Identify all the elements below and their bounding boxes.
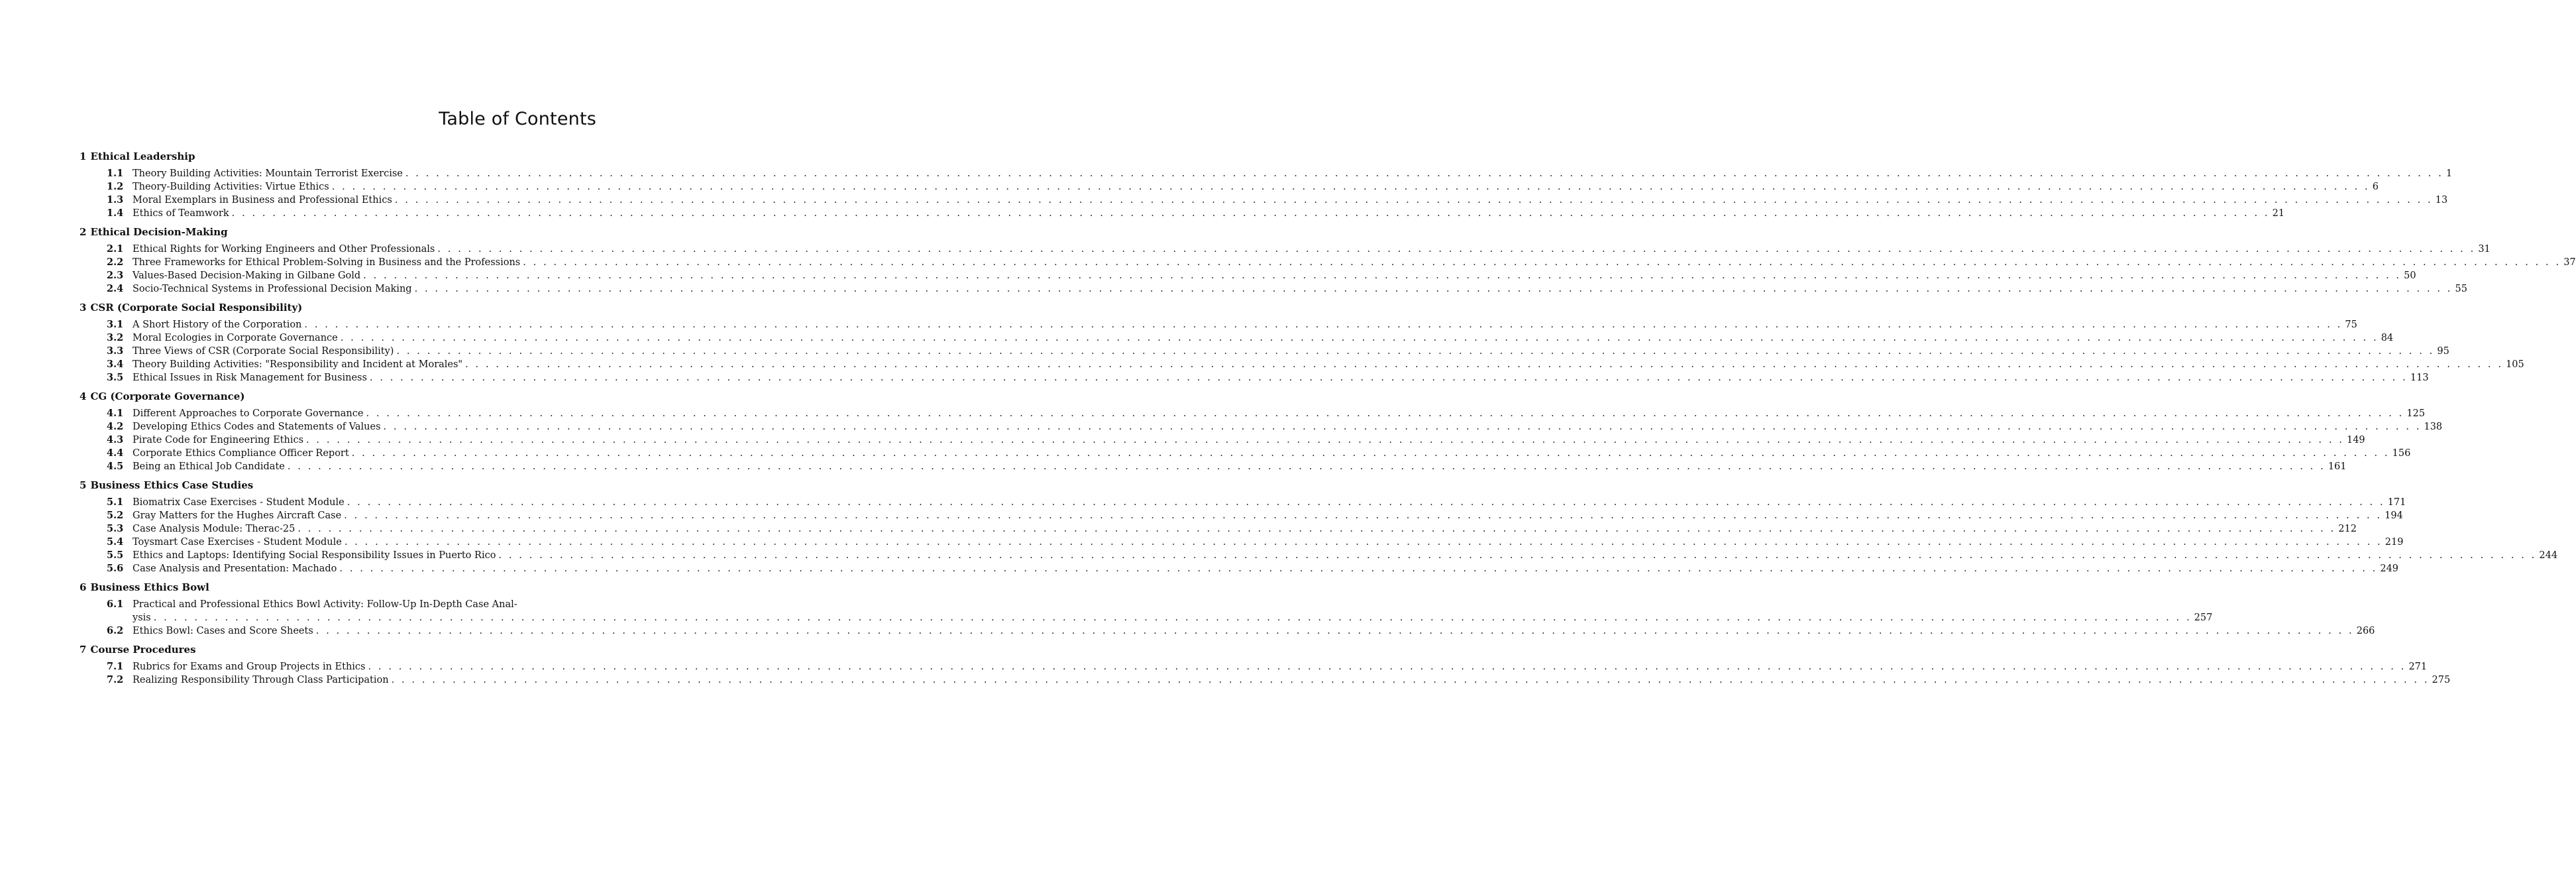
toc-entry[interactable]	[107, 434, 2365, 447]
dot-leader: . . . . . . . . . . . . . . . . . . . . . . . . . . . . . . . . . . . . . . . . . . . . . . . . . . . . . . . . . . . . . . . . . . . . . . . . . . . . . . . . . . . . . . . . . . . . . . . . . . . . . . . . . . . . . . . . . . . . . . . . . . . . . . . . . . . . . . . . . . . . . . . . . . . . . . . . . . . . . . . . . . . . . . . . . . . . . . . . . . . . . . . . . . . . . . . . . . . . . . . .	[306, 435, 2344, 445]
chapter-title: Ethical Decision-Making	[90, 226, 228, 238]
page-number: 1	[2445, 168, 2453, 179]
page-number: 113	[2410, 373, 2429, 383]
page-number: 105	[2506, 359, 2524, 370]
section-number: 4.2	[107, 421, 124, 432]
section-list	[80, 656, 2451, 692]
dot-leader: . . . . . . . . . . . . . . . . . . . . . . . . . . . . . . . . . . . . . . . . . . . . . . . . . . . . . . . . . . . . . . . . . . . . . . . . . . . . . . . . . . . . . . . . . . . . . . . . . . . . . . . . . . . . . . . . . . . . . . . . . . . . . . . . . . . . . . . . . . . . . . . . . . . . . . . . . . . . . . . . . . . . . . . . . . . . . . . . . . . . . . . . . . . . . . . . . . . . . . . .	[339, 563, 2378, 574]
section-title: Moral Ecologies in Corporate Governance	[133, 333, 338, 343]
page-number: 249	[2380, 563, 2399, 574]
toc-entry[interactable]	[107, 509, 2403, 522]
toc-entry[interactable]	[107, 331, 2394, 345]
section-number: 3.1	[107, 319, 124, 330]
toc-entry[interactable]	[107, 624, 2375, 638]
chapter-title: CG (Corporate Governance)	[90, 390, 245, 402]
section-number: 1.4	[107, 207, 124, 219]
dot-leader: . . . . . . . . . . . . . . . . . . . . . . . . . . . . . . . . . . . . . . . . . . . . . . . . . . . . . . . . . . . . . . . . . . . . . . . . . . . . . . . . . . . . . . . . . . . . . . . . . . . . . . . . . . . . . . . . . . . . . . . . . . . . . . . . . . . . . . . . . . . . . . . . . . . . . . . . . . . . . . . . . . . . . . . . . . . . . . . . . . . . . . . . . . . . . . . . . . . . . . . .	[331, 182, 2370, 192]
chapter-heading[interactable]	[80, 390, 596, 403]
toc-chapter	[80, 301, 2524, 390]
chapter-title: CSR (Corporate Social Responsibility)	[90, 302, 303, 314]
section-title: Theory Building Activities: "Responsibility and Incident at Morales"	[133, 359, 463, 370]
toc-entry[interactable]	[107, 180, 2379, 194]
page-title: Table of Contents	[439, 109, 596, 129]
section-title: A Short History of the Corporation	[133, 320, 302, 330]
toc-entry[interactable]	[107, 660, 2428, 673]
toc-entry[interactable]	[107, 269, 2416, 282]
page-number: 275	[2432, 675, 2451, 685]
page-number: 161	[2328, 461, 2347, 472]
chapter-number: 4	[80, 390, 87, 402]
section-number: 5.1	[107, 496, 124, 508]
dot-leader: . . . . . . . . . . . . . . . . . . . . . . . . . . . . . . . . . . . . . . . . . . . . . . . . . . . . . . . . . . . . . . . . . . . . . . . . . . . . . . . . . . . . . . . . . . . . . . . . . . . . . . . . . . . . . . . . . . . . . . . . . . . . . . . . . . . . . . . . . . . . . . . . . . . . . . . . . . . . . . . . . . . . . . . . . . . . . . . . . . . . . . . . . . . . . . . . . . . . . . . .	[383, 422, 2422, 432]
toc-entry[interactable]	[107, 536, 2404, 549]
section-title: Ethics Bowl: Cases and Score Sheets	[133, 626, 313, 636]
section-title: Three Frameworks for Ethical Problem-Solving in Business and the Professions	[133, 257, 521, 268]
dot-leader: . . . . . . . . . . . . . . . . . . . . . . . . . . . . . . . . . . . . . . . . . . . . . . . . . . . . . . . . . . . . . . . . . . . . . . . . . . . . . . . . . . . . . . . . . . . . . . . . . . . . . . . . . . . . . . . . . . . . . . . . . . . . . . . . . . . . . . . . . . . . . . . . . . . . . . . . . . . . . . . . . . . . . . . . . . . . . . . . . . . . . . . . . . . . . . . . . . . . . . . .	[231, 208, 2270, 219]
dot-leader: . . . . . . . . . . . . . . . . . . . . . . . . . . . . . . . . . . . . . . . . . . . . . . . . . . . . . . . . . . . . . . . . . . . . . . . . . . . . . . . . . . . . . . . . . . . . . . . . . . . . . . . . . . . . . . . . . . . . . . . . . . . . . . . . . . . . . . . . . . . . . . . . . . . . . . . . . . . . . . . . . . . . . . . . . . . . . . . . . . . . . . . . . . . . . . . . . . . . . . . .	[498, 550, 2537, 561]
chapter-title: Business Ethics Bowl	[90, 581, 209, 593]
section-title: Pirate Code for Engineering Ethics	[133, 435, 304, 445]
page-number: 149	[2346, 435, 2365, 445]
chapter-title: Course Procedures	[90, 644, 196, 656]
section-number: 1.3	[107, 194, 124, 205]
toc-entry[interactable]	[107, 460, 2347, 473]
section-title: Biomatrix Case Exercises - Student Module	[133, 497, 345, 508]
section-number: 1.2	[107, 181, 124, 192]
section-title: Three Views of CSR (Corporate Social Responsibility)	[133, 346, 394, 357]
page-number: 84	[2381, 333, 2394, 343]
chapter-number: 5	[80, 479, 87, 491]
toc-entry[interactable]	[107, 673, 2451, 687]
page-number: 266	[2356, 626, 2375, 636]
dot-leader: . . . . . . . . . . . . . . . . . . . . . . . . . . . . . . . . . . . . . . . . . . . . . . . . . . . . . . . . . . . . . . . . . . . . . . . . . . . . . . . . . . . . . . . . . . . . . . . . . . . . . . . . . . . . . . . . . . . . . . . . . . . . . . . . . . . . . . . . . . . . . . . . . . . . . . . . . . . . . . . . . . . . . . . . . . . . . . . . . . . . . . . . . . . . . . . . . . . . . . . .	[363, 270, 2402, 281]
toc-entry[interactable]	[107, 598, 2213, 624]
dot-leader: . . . . . . . . . . . . . . . . . . . . . . . . . . . . . . . . . . . . . . . . . . . . . . . . . . . . . . . . . . . . . . . . . . . . . . . . . . . . . . . . . . . . . . . . . . . . . . . . . . . . . . . . . . . . . . . . . . . . . . . . . . . . . . . . . . . . . . . . . . . . . . . . . . . . . . . . . . . . . . . . . . . . . . . . . . . . . . . . . . . . . . . . . . . . . . . . . . . . . . . .	[405, 168, 2443, 179]
toc-entry[interactable]	[107, 358, 2524, 371]
dot-leader: . . . . . . . . . . . . . . . . . . . . . . . . . . . . . . . . . . . . . . . . . . . . . . . . . . . . . . . . . . . . . . . . . . . . . . . . . . . . . . . . . . . . . . . . . . . . . . . . . . . . . . . . . . . . . . . . . . . . . . . . . . . . . . . . . . . . . . . . . . . . . . . . . . . . . . . . . . . . . . . . . . . . . . . . . . . . . . . . . . . . . . . . . . . . . . . . . . . . . . . .	[287, 461, 2326, 472]
page-number: 21	[2272, 208, 2285, 219]
section-title: Being an Ethical Job Candidate	[133, 461, 285, 472]
toc-entry[interactable]	[107, 447, 2411, 460]
chapter-title: Business Ethics Case Studies	[90, 479, 254, 491]
section-number: 4.1	[107, 408, 124, 419]
dot-leader: . . . . . . . . . . . . . . . . . . . . . . . . . . . . . . . . . . . . . . . . . . . . . . . . . . . . . . . . . . . . . . . . . . . . . . . . . . . . . . . . . . . . . . . . . . . . . . . . . . . . . . . . . . . . . . . . . . . . . . . . . . . . . . . . . . . . . . . . . . . . . . . . . . . . . . . . . . . . . . . . . . . . . . . . . . . . . . . . . . . . . . . . . . . . . . . . . . . . . . . .	[366, 408, 2404, 419]
chapter-heading[interactable]	[80, 150, 596, 163]
section-number: 5.5	[107, 550, 124, 561]
page-number: 219	[2385, 537, 2404, 548]
chapter-number: 7	[80, 644, 87, 656]
toc-entry[interactable]	[107, 167, 2453, 180]
section-title: Ethical Rights for Working Engineers and Other Professionals	[133, 244, 435, 255]
page-number: 6	[2372, 182, 2379, 192]
page-number: 194	[2385, 510, 2403, 521]
section-number: 3.2	[107, 332, 124, 343]
section-number: 5.6	[107, 563, 124, 574]
toc-entry[interactable]	[107, 243, 2491, 256]
section-title: Toysmart Case Exercises - Student Module	[133, 537, 342, 548]
toc-entry[interactable]	[107, 256, 2576, 269]
toc-entry[interactable]	[107, 562, 2399, 575]
table-of-contents	[80, 150, 2576, 692]
section-list	[80, 594, 2375, 643]
page-number: 13	[2435, 195, 2448, 205]
section-number: 3.5	[107, 372, 124, 383]
section-number: 3.3	[107, 345, 124, 357]
section-title: Rubrics for Exams and Group Projects in Ethics	[133, 662, 366, 672]
section-number: 5.4	[107, 536, 124, 548]
section-number: 5.2	[107, 510, 124, 521]
page-number: 257	[2194, 612, 2213, 623]
toc-entry[interactable]	[107, 318, 2357, 331]
toc-entry[interactable]	[107, 407, 2426, 420]
section-list	[80, 403, 2443, 479]
page-number: 171	[2387, 497, 2406, 508]
dot-leader: . . . . . . . . . . . . . . . . . . . . . . . . . . . . . . . . . . . . . . . . . . . . . . . . . . . . . . . . . . . . . . . . . . . . . . . . . . . . . . . . . . . . . . . . . . . . . . . . . . . . . . . . . . . . . . . . . . . . . . . . . . . . . . . . . . . . . . . . . . . . . . . . . . . . . . . . . . . . . . . . . . . . . . . . . . . . . . . . . . . . . . . . . . . . . . . . . . . . . . . .	[297, 524, 2336, 534]
page-number: 55	[2455, 284, 2467, 294]
section-title: Realizing Responsibility Through Class Participation	[133, 675, 389, 685]
section-list	[80, 492, 2558, 581]
dot-leader: . . . . . . . . . . . . . . . . . . . . . . . . . . . . . . . . . . . . . . . . . . . . . . . . . . . . . . . . . . . . . . . . . . . . . . . . . . . . . . . . . . . . . . . . . . . . . . . . . . . . . . . . . . . . . . . . . . . . . . . . . . . . . . . . . . . . . . . . . . . . . . . . . . . . . . . . . . . . . . . . . . . . . . . . . . . . . . . . . . . . . . . . . . . . . . . . . . . . . . . .	[344, 537, 2383, 548]
section-number: 7.2	[107, 674, 124, 685]
page-number: 31	[2478, 244, 2491, 255]
page-number: 156	[2392, 448, 2411, 459]
toc-entry[interactable]	[107, 549, 2558, 562]
toc-entry[interactable]	[107, 282, 2467, 296]
chapter-heading[interactable]	[80, 479, 596, 492]
dot-leader: . . . . . . . . . . . . . . . . . . . . . . . . . . . . . . . . . . . . . . . . . . . . . . . . . . . . . . . . . . . . . . . . . . . . . . . . . . . . . . . . . . . . . . . . . . . . . . . . . . . . . . . . . . . . . . . . . . . . . . . . . . . . . . . . . . . . . . . . . . . . . . . . . . . . . . . . . . . . . . . . . . . . . . . . . . . . . . . . . . . . . . . . . . . . . . . . . . . . . . . .	[315, 626, 2354, 636]
dot-leader: . . . . . . . . . . . . . . . . . . . . . . . . . . . . . . . . . . . . . . . . . . . . . . . . . . . . . . . . . . . . . . . . . . . . . . . . . . . . . . . . . . . . . . . . . . . . . . . . . . . . . . . . . . . . . . . . . . . . . . . . . . . . . . . . . . . . . . . . . . . . . . . . . . . . . . . . . . . . . . . . . . . . . . . . . . . . . . . . . . . . . . . . . . . . . . . . . . . . . . . .	[344, 510, 2383, 521]
section-number: 5.3	[107, 523, 124, 534]
toc-chapter	[80, 390, 2443, 479]
chapter-number: 6	[80, 581, 87, 593]
chapter-number: 2	[80, 226, 87, 238]
dot-leader: . . . . . . . . . . . . . . . . . . . . . . . . . . . . . . . . . . . . . . . . . . . . . . . . . . . . . . . . . . . . . . . . . . . . . . . . . . . . . . . . . . . . . . . . . . . . . . . . . . . . . . . . . . . . . . . . . . . . . . . . . . . . . . . . . . . . . . . . . . . . . . . . . . . . . . . . . . . . . . . . . . . . . . . . . . . . . . . . . . . . . . . . . . . . . . . . . . . . . . . .	[394, 195, 2433, 205]
section-number: 4.3	[107, 434, 124, 445]
section-title: Ethics of Teamwork	[133, 208, 229, 219]
section-title: Case Analysis Module: Therac-25	[133, 524, 295, 534]
chapter-heading[interactable]	[80, 225, 596, 239]
section-number: 2.2	[107, 257, 124, 268]
section-title-continuation: ysis	[133, 612, 151, 623]
toc-chapter	[80, 581, 2375, 643]
dot-leader: . . . . . . . . . . . . . . . . . . . . . . . . . . . . . . . . . . . . . . . . . . . . . . . . . . . . . . . . . . . . . . . . . . . . . . . . . . . . . . . . . . . . . . . . . . . . . . . . . . . . . . . . . . . . . . . . . . . . . . . . . . . . . . . . . . . . . . . . . . . . . . . . . . . . . . . . . . . . . . . . . . . . . . . . . . . . . . . . . . . . . . . . . . . . . . . . . . . . . . . .	[304, 320, 2343, 330]
dot-leader: . . . . . . . . . . . . . . . . . . . . . . . . . . . . . . . . . . . . . . . . . . . . . . . . . . . . . . . . . . . . . . . . . . . . . . . . . . . . . . . . . . . . . . . . . . . . . . . . . . . . . . . . . . . . . . . . . . . . . . . . . . . . . . . . . . . . . . . . . . . . . . . . . . . . . . . . . . . . . . . . . . . . . . . . . . . . . . . . . . . . . . . . . . . . . . . . . . . . . . . .	[396, 346, 2435, 357]
section-number: 4.4	[107, 447, 124, 459]
section-title: Theory-Building Activities: Virtue Ethics	[133, 182, 329, 192]
dot-leader: . . . . . . . . . . . . . . . . . . . . . . . . . . . . . . . . . . . . . . . . . . . . . . . . . . . . . . . . . . . . . . . . . . . . . . . . . . . . . . . . . . . . . . . . . . . . . . . . . . . . . . . . . . . . . . . . . . . . . . . . . . . . . . . . . . . . . . . . . . . . . . . . . . . . . . . . . . . . . . . . . . . . . . . . . . . . . . . . . . . . . . . . . . . . . . . . . . . . . . . .	[351, 448, 2390, 459]
page-number: 271	[2408, 662, 2428, 672]
section-title: Different Approaches to Corporate Governance	[133, 408, 364, 419]
section-number: 6.2	[107, 625, 124, 636]
chapter-number: 3	[80, 302, 87, 314]
page-number: 244	[2539, 550, 2558, 561]
section-title: Case Analysis and Presentation: Machado	[133, 563, 337, 574]
section-title: Ethics and Laptops: Identifying Social Responsibility Issues in Puerto Rico	[133, 550, 496, 561]
dot-leader: . . . . . . . . . . . . . . . . . . . . . . . . . . . . . . . . . . . . . . . . . . . . . . . . . . . . . . . . . . . . . . . . . . . . . . . . . . . . . . . . . . . . . . . . . . . . . . . . . . . . . . . . . . . . . . . . . . . . . . . . . . . . . . . . . . . . . . . . . . . . . . . . . . . . . . . . . . . . . . . . . . . . . . . . . . . . . . . . . . . . . . . . . . . . . . . . . . . . . . . .	[465, 359, 2504, 370]
toc-entry[interactable]	[107, 496, 2406, 509]
dot-leader: . . . . . . . . . . . . . . . . . . . . . . . . . . . . . . . . . . . . . . . . . . . . . . . . . . . . . . . . . . . . . . . . . . . . . . . . . . . . . . . . . . . . . . . . . . . . . . . . . . . . . . . . . . . . . . . . . . . . . . . . . . . . . . . . . . . . . . . . . . . . . . . . . . . . . . . . . . . . . . . . . . . . . . . . . . . . . . . . . . . . . . . . . . . . . . . . . . . . . . . .	[369, 373, 2408, 383]
section-number: 2.4	[107, 283, 124, 294]
chapter-heading[interactable]	[80, 643, 596, 656]
toc-entry[interactable]	[107, 194, 2448, 207]
page-number: 95	[2437, 346, 2449, 357]
toc-entry[interactable]	[107, 207, 2285, 220]
page-number: 37	[2563, 257, 2576, 268]
section-number: 3.4	[107, 359, 124, 370]
section-number: 6.1	[107, 599, 124, 610]
dot-leader: . . . . . . . . . . . . . . . . . . . . . . . . . . . . . . . . . . . . . . . . . . . . . . . . . . . . . . . . . . . . . . . . . . . . . . . . . . . . . . . . . . . . . . . . . . . . . . . . . . . . . . . . . . . . . . . . . . . . . . . . . . . . . . . . . . . . . . . . . . . . . . . . . . . . . . . . . . . . . . . . . . . . . . . . . . . . . . . . . . . . . . . . . . . . . . . . . . . . . . . .	[340, 333, 2379, 343]
toc-chapter	[80, 225, 2576, 301]
section-title: Practical and Professional Ethics Bowl Activity: Follow-Up In-Depth Case Anal-	[133, 599, 517, 610]
section-title: Values-Based Decision-Making in Gilbane Gold	[133, 270, 361, 281]
section-list	[80, 239, 2576, 301]
section-list	[80, 314, 2524, 390]
dot-leader: . . . . . . . . . . . . . . . . . . . . . . . . . . . . . . . . . . . . . . . . . . . . . . . . . . . . . . . . . . . . . . . . . . . . . . . . . . . . . . . . . . . . . . . . . . . . . . . . . . . . . . . . . . . . . . . . . . . . . . . . . . . . . . . . . . . . . . . . . . . . . . . . . . . . . . . . . . . . . . . . . . . . . . . . . . . . . . . . . . . . . . . . . . . . . . . . . . . . . . . .	[437, 244, 2476, 255]
chapter-heading[interactable]	[80, 581, 596, 594]
chapter-number: 1	[80, 150, 87, 162]
toc-chapter	[80, 643, 2451, 692]
section-number: 7.1	[107, 661, 124, 672]
page-number: 50	[2404, 270, 2416, 281]
section-number: 4.5	[107, 461, 124, 472]
chapter-heading[interactable]	[80, 301, 596, 314]
section-title: Gray Matters for the Hughes Aircraft Case	[133, 510, 342, 521]
dot-leader: . . . . . . . . . . . . . . . . . . . . . . . . . . . . . . . . . . . . . . . . . . . . . . . . . . . . . . . . . . . . . . . . . . . . . . . . . . . . . . . . . . . . . . . . . . . . . . . . . . . . . . . . . . . . . . . . . . . . . . . . . . . . . . . . . . . . . . . . . . . . . . . . . . . . . . . . . . . . . . . . . . . . . . . . . . . . . . . . . . . . . . . . . . . . . . . . . . . . . . . .	[347, 497, 2385, 508]
dot-leader: . . . . . . . . . . . . . . . . . . . . . . . . . . . . . . . . . . . . . . . . . . . . . . . . . . . . . . . . . . . . . . . . . . . . . . . . . . . . . . . . . . . . . . . . . . . . . . . . . . . . . . . . . . . . . . . . . . . . . . . . . . . . . . . . . . . . . . . . . . . . . . . . . . . . . . . . . . . . . . . . . . . . . . . . . . . . . . . . . . . . . . . . . . . . . . . . . . . . . . . .	[414, 284, 2453, 294]
page-number: 75	[2345, 320, 2357, 330]
section-number: 2.1	[107, 243, 124, 255]
page-number: 125	[2406, 408, 2426, 419]
page-number: 138	[2424, 422, 2443, 432]
toc-chapter	[80, 479, 2558, 581]
chapter-title: Ethical Leadership	[90, 150, 195, 162]
toc-entry[interactable]	[107, 371, 2429, 384]
section-title: Corporate Ethics Compliance Officer Report	[133, 448, 349, 459]
section-list	[80, 163, 2453, 225]
section-title: Ethical Issues in Risk Management for Business	[133, 373, 367, 383]
toc-entry[interactable]	[107, 522, 2357, 536]
toc-chapter	[80, 150, 2453, 225]
toc-entry[interactable]	[107, 345, 2449, 358]
section-number: 2.3	[107, 270, 124, 281]
section-number: 1.1	[107, 168, 124, 179]
section-title: Developing Ethics Codes and Statements of Values	[133, 422, 381, 432]
section-title: Moral Exemplars in Business and Professional Ethics	[133, 195, 392, 205]
section-title: Socio-Technical Systems in Professional Decision Making	[133, 284, 412, 294]
dot-leader: . . . . . . . . . . . . . . . . . . . . . . . . . . . . . . . . . . . . . . . . . . . . . . . . . . . . . . . . . . . . . . . . . . . . . . . . . . . . . . . . . . . . . . . . . . . . . . . . . . . . . . . . . . . . . . . . . . . . . . . . . . . . . . . . . . . . . . . . . . . . . . . . . . . . . . . . . . . . . . . . . . . . . . . . . . . . . . . . . . . . . . . . . . . . . . . . . . . . . . . .	[368, 662, 2406, 672]
dot-leader: . . . . . . . . . . . . . . . . . . . . . . . . . . . . . . . . . . . . . . . . . . . . . . . . . . . . . . . . . . . . . . . . . . . . . . . . . . . . . . . . . . . . . . . . . . . . . . . . . . . . . . . . . . . . . . . . . . . . . . . . . . . . . . . . . . . . . . . . . . . . . . . . . . . . . . . . . . . . . . . . . . . . . . . . . . . . . . . . . . . . . . . . . . . . . . . . . . . . . . . .	[391, 675, 2430, 685]
page-number: 212	[2338, 524, 2357, 534]
toc-entry[interactable]	[107, 420, 2443, 434]
dot-leader: . . . . . . . . . . . . . . . . . . . . . . . . . . . . . . . . . . . . . . . . . . . . . . . . . . . . . . . . . . . . . . . . . . . . . . . . . . . . . . . . . . . . . . . . . . . . . . . . . . . . . . . . . . . . . . . . . . . . . . . . . . . . . . . . . . . . . . . . . . . . . . . . . . . . . . . . . . . . . . . . . . . . . . . . . . . . . . . . . . . . . . . . . . . . . . . . . . . . . . . .	[523, 257, 2561, 268]
dot-leader: . . . . . . . . . . . . . . . . . . . . . . . . . . . . . . . . . . . . . . . . . . . . . . . . . . . . . . . . . . . . . . . . . . . . . . . . . . . . . . . . . . . . . . . . . . . . . . . . . . . . . . . . . . . . . . . . . . . . . . . . . . . . . . . . . . . . . . . . . . . . . . . . . . . . . . . . . . . . . . . . . . . . . . . . . . . . . . . . . . . . . . . . . . . . . . . . . . . . . . . .	[153, 612, 2192, 623]
section-title: Theory Building Activities: Mountain Terrorist Exercise	[133, 168, 403, 179]
